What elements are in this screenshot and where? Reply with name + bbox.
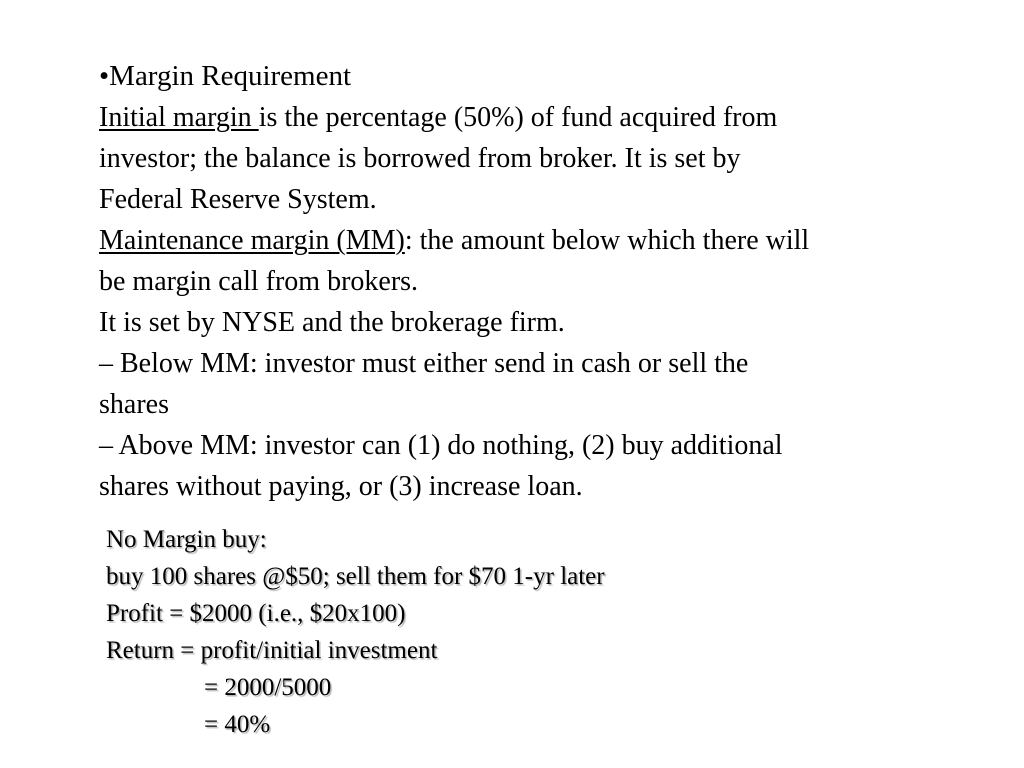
example-block xyxy=(106,521,866,743)
initial-margin-term: Initial margin xyxy=(99,102,259,133)
initial-margin-line-2: investor; the balance is borrowed from broker. It is set by xyxy=(99,143,741,174)
maintenance-margin-line-1 xyxy=(99,220,979,261)
slide-title: •Margin Requirement xyxy=(99,60,352,92)
below-mm-line-2: shares xyxy=(99,389,169,420)
above-mm-line-2: shares without paying, or (3) increase loan. xyxy=(99,471,583,502)
example-line-5: = 40% xyxy=(204,711,271,738)
example-line-1: buy 100 shares @$50; sell them for $70 1-yr later xyxy=(106,563,605,590)
maintenance-margin-term: Maintenance margin (MM) xyxy=(99,225,405,256)
initial-margin-line-1 xyxy=(99,97,979,138)
main-text-block xyxy=(99,56,979,507)
example-line-3: Return = profit/initial investment xyxy=(106,637,438,664)
example-line-2: Profit = $2000 (i.e., $20x100) xyxy=(106,600,406,627)
maintenance-margin-definition: : the amount below which there will xyxy=(404,225,810,256)
initial-margin-line-3: Federal Reserve System. xyxy=(99,184,377,215)
example-line-4: = 2000/5000 xyxy=(204,674,332,701)
maintenance-margin-line-3: It is set by NYSE and the brokerage firm. xyxy=(99,307,565,338)
below-mm-line-1: – Below MM: investor must either send in cash or sell the xyxy=(99,348,749,379)
initial-margin-definition: is the percentage (50%) of fund acquired from xyxy=(258,102,778,133)
example-heading: No Margin buy: xyxy=(106,526,267,553)
maintenance-margin-line-2: be margin call from brokers. xyxy=(99,266,419,297)
above-mm-line-1: – Above MM: investor can (1) do nothing, (2) buy additional xyxy=(99,430,783,461)
